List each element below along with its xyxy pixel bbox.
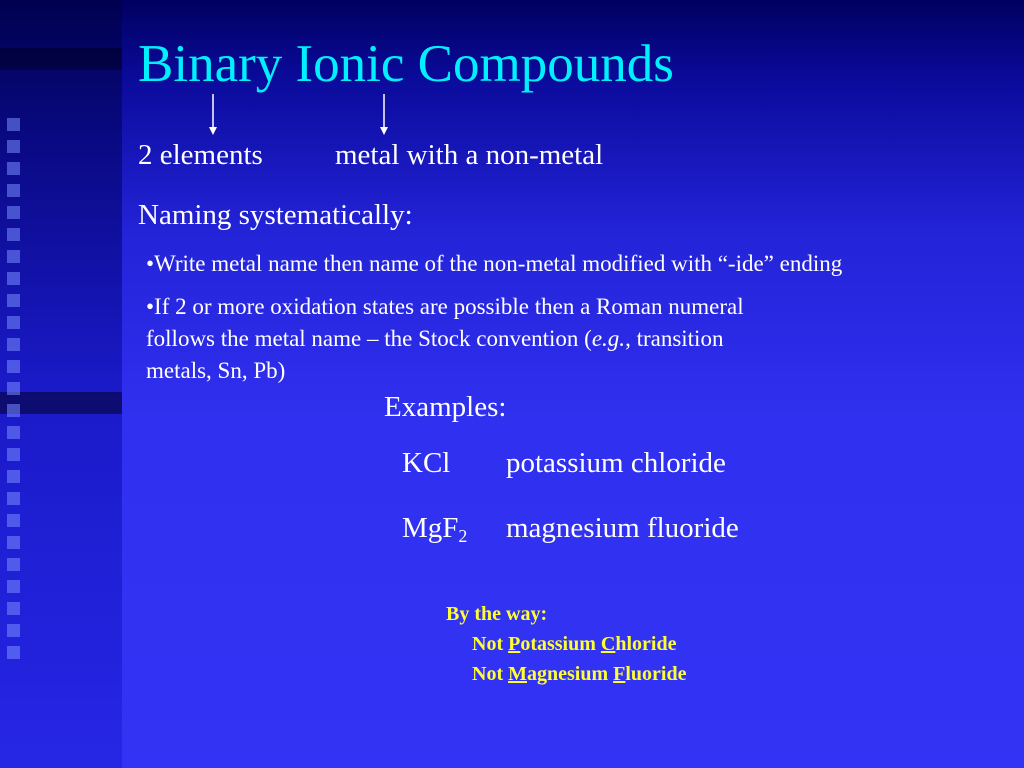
bullet-ide-ending: •Write metal name then name of the non-metal modified with “-ide” ending — [146, 251, 843, 276]
bullet-line: •If 2 or more oxidation states are possible then a Roman numeral — [146, 294, 744, 319]
slide-title: Binary Ionic Compounds — [138, 35, 674, 93]
eg-abbrev: e.g. — [591, 326, 626, 351]
bullet-line: follows the metal name – the Stock convention (e.g., transition — [146, 326, 724, 351]
note-line: Not Potassium Chloride — [472, 633, 677, 655]
label-two-elements: 2 elements — [138, 139, 263, 171]
down-arrow-icon — [378, 94, 390, 136]
slide-sidebar — [0, 0, 122, 768]
note-heading: By the way: — [446, 603, 548, 625]
bullet-stock-convention — [146, 291, 744, 387]
sidebar-band — [0, 48, 122, 70]
example-formula: MgF$_2$ — [402, 512, 468, 546]
example-name: potassium chloride — [506, 447, 726, 479]
naming-heading: Naming systematically: — [138, 199, 413, 231]
bullet-line: metals, Sn, Pb) — [146, 358, 286, 383]
example-formula: KCl — [402, 447, 451, 479]
note-line: Not Magnesium Fluoride — [472, 663, 687, 685]
label-metal-nonmetal: metal with a non-metal — [335, 139, 604, 171]
examples-heading: Examples: — [384, 391, 507, 423]
by-the-way-note — [446, 599, 686, 689]
sidebar-squares — [7, 118, 23, 658]
down-arrow-icon — [207, 94, 219, 136]
example-name: magnesium fluoride — [506, 512, 739, 544]
